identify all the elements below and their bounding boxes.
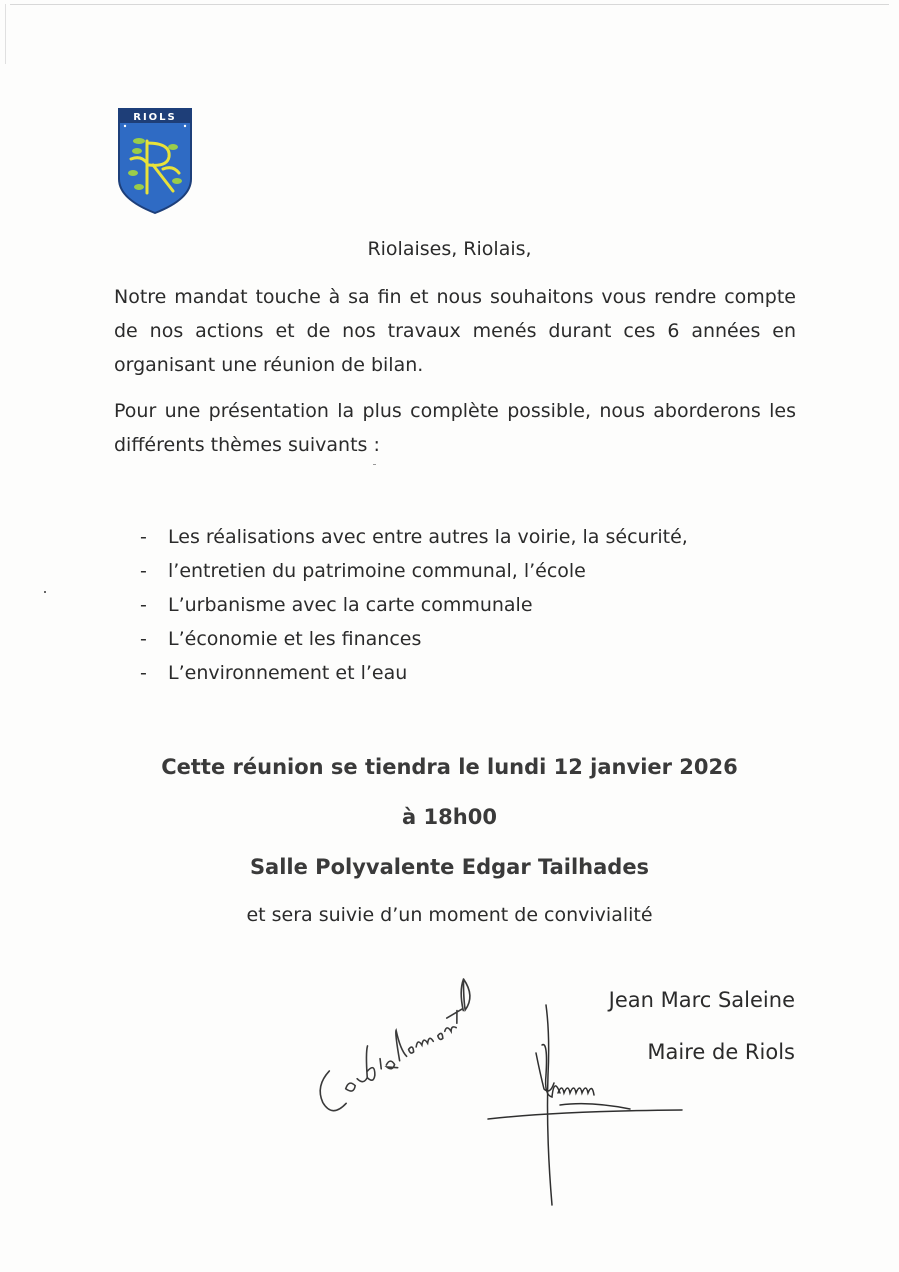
themes-intro-paragraph: Pour une présentation la plus complète possible, nous aborderons les différents thèmes suivants : bbox=[114, 400, 796, 456]
list-item-text: L’urbanisme avec la carte communale bbox=[168, 594, 533, 616]
list-item-text: Les réalisations avec entre autres la voirie, la sécurité, bbox=[168, 526, 688, 548]
scan-edge-left bbox=[5, 4, 6, 64]
themes-list bbox=[140, 520, 688, 690]
scan-speck bbox=[373, 464, 376, 465]
list-item-text: L’économie et les finances bbox=[168, 628, 422, 650]
cordialement-handwriting bbox=[300, 978, 492, 1113]
intro-paragraph: Notre mandat touche à sa fin et nous souhaitons vous rendre compte de nos actions et de nos travaux menés durant ces 6 années en organisant une réunion de bilan. bbox=[114, 286, 796, 376]
signer-name: Jean Marc Saleine bbox=[608, 988, 795, 1012]
dash-bullet: - bbox=[140, 526, 147, 548]
signature-stroke bbox=[488, 1005, 682, 1205]
riols-crest-logo bbox=[117, 107, 193, 215]
meeting-time: à 18h00 bbox=[402, 805, 497, 829]
dash-bullet: - bbox=[140, 560, 147, 582]
crest-icon bbox=[117, 107, 193, 215]
meeting-date: Cette réunion se tiendra le lundi 12 janvier 2026 bbox=[161, 755, 738, 779]
list-item bbox=[140, 588, 688, 622]
meeting-place: Salle Polyvalente Edgar Tailhades bbox=[249, 855, 650, 879]
handwritten-signature bbox=[300, 975, 700, 1215]
scan-speck bbox=[44, 591, 46, 593]
list-item bbox=[140, 520, 688, 554]
list-item-text: l’entretien du patrimoine communal, l’école bbox=[168, 560, 586, 582]
dash-bullet: - bbox=[140, 662, 147, 684]
greeting: Riolaises, Riolais, bbox=[367, 238, 532, 260]
scan-edge-top bbox=[10, 4, 889, 5]
dash-bullet: - bbox=[140, 594, 147, 616]
list-item-text: L’environnement et l’eau bbox=[168, 662, 408, 684]
meeting-followup: et sera suivie d’un moment de convivialité bbox=[246, 904, 653, 926]
list-item bbox=[140, 656, 688, 690]
signer-title: Maire de Riols bbox=[647, 1040, 795, 1064]
dash-bullet: - bbox=[140, 628, 147, 650]
svg-text:RIOLS: RIOLS bbox=[133, 112, 177, 123]
list-item bbox=[140, 554, 688, 588]
list-item bbox=[140, 622, 688, 656]
